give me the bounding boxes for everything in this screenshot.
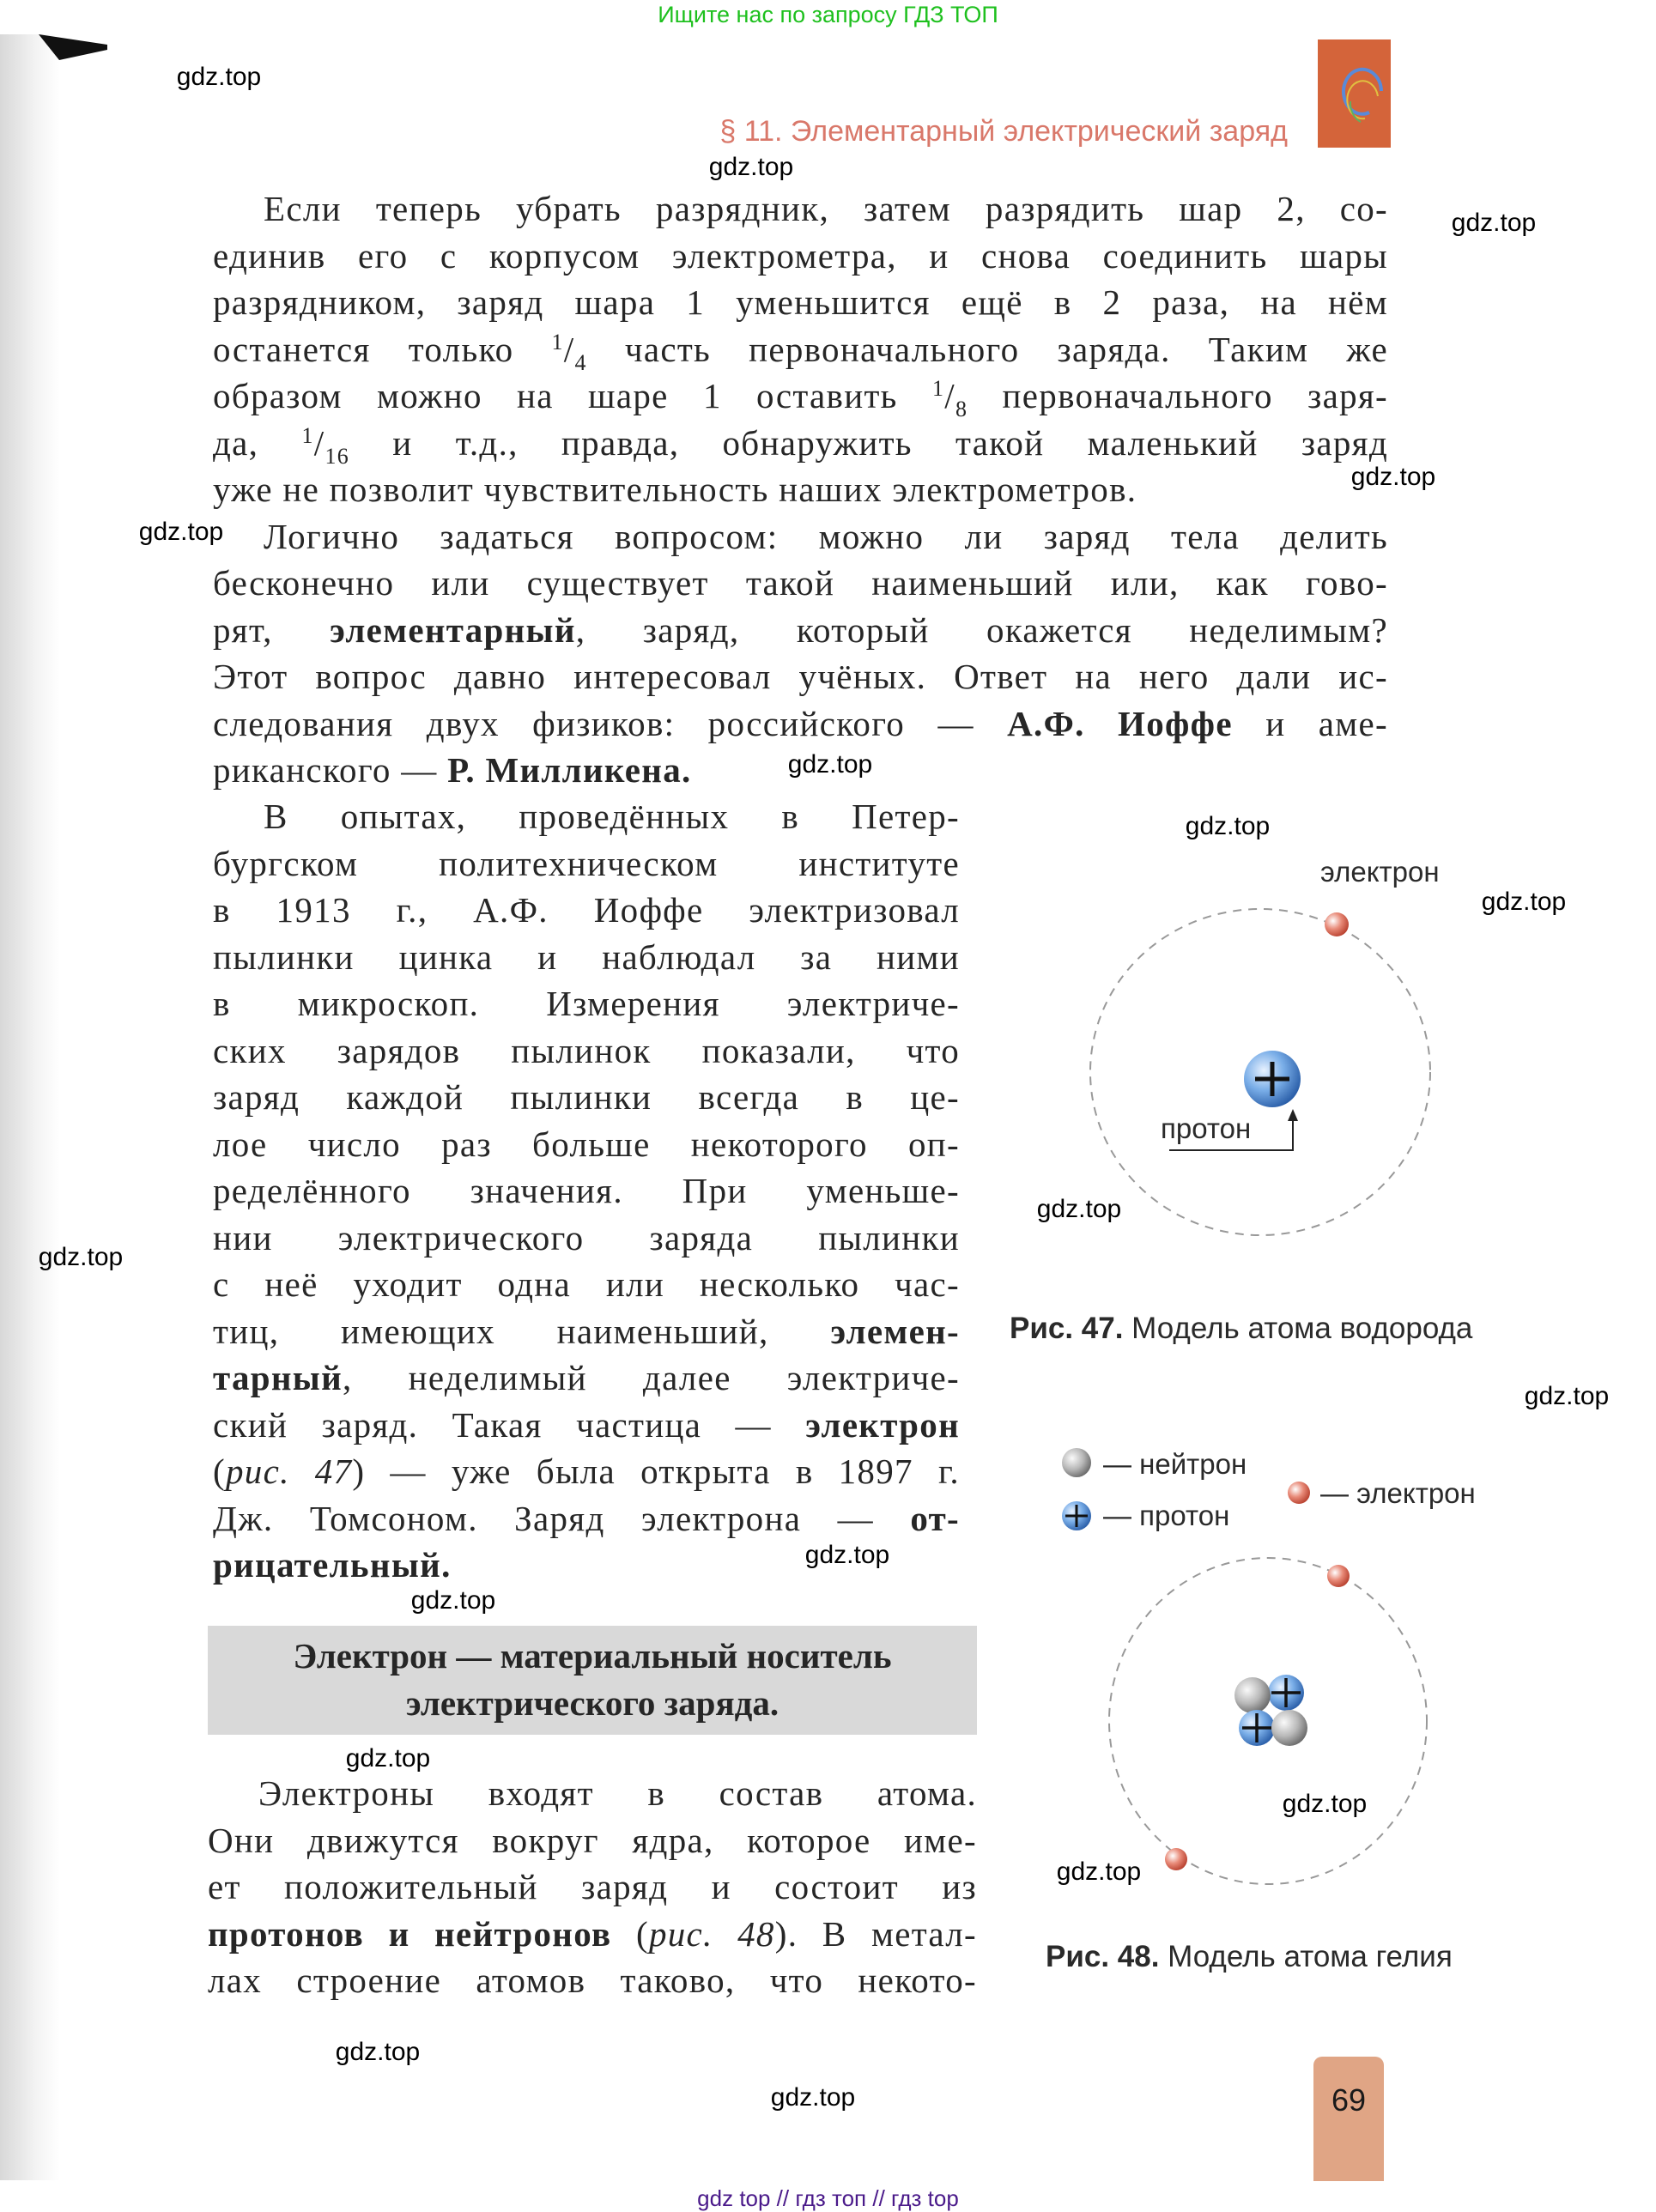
watermark: gdz.top <box>410 1586 496 1615</box>
text-segment: лах строение атомов таково, что некото- <box>208 1960 977 2000</box>
text-segment: в 1913 г., А.Ф. Иоффе электризовал <box>213 890 960 930</box>
watermark: gdz.top <box>804 1541 890 1569</box>
text-segment: образом можно на шаре 1 оставить <box>213 376 932 415</box>
electron-icon <box>1325 912 1349 936</box>
text-line <box>213 840 960 888</box>
neutron-icon <box>1271 1710 1307 1746</box>
proton-icon <box>1239 1710 1275 1746</box>
helium-atom-diagram <box>1109 1558 1427 1884</box>
text-segment: заряд каждой пылинки всегда в це- <box>213 1077 960 1117</box>
text-segment: Они движутся вокруг ядра, которое име- <box>208 1820 977 1860</box>
text-segment: и т.д., правда, обнаружить такой маленький заряд <box>349 422 1388 463</box>
text-segment: Электроны входят в состав атома. <box>258 1773 977 1813</box>
text-line <box>213 980 960 1027</box>
watermark: gdz.top <box>787 750 873 779</box>
text-segment: лое число раз больше некоторого оп- <box>213 1124 960 1164</box>
text-line <box>213 1308 960 1355</box>
text-segment: с неё уходит одна или несколько час- <box>213 1264 960 1304</box>
text-line <box>213 934 960 981</box>
search-banner[interactable]: Ищите нас по запросу ГДЗ ТОП <box>658 2 998 27</box>
watermark: gdz.top <box>138 518 224 546</box>
section-title: § 11. Элементарный электрический заряд <box>719 115 1288 148</box>
text-line <box>213 1261 960 1308</box>
bold-text: Р. Милликена. <box>447 750 692 790</box>
caption-number: Рис. 48. <box>1046 1940 1160 1973</box>
watermark: gdz.top <box>1036 1195 1122 1223</box>
text-segment: ет положительный заряд и состоит из <box>208 1867 977 1906</box>
text-segment: в микроскоп. Измерения электриче- <box>213 984 960 1023</box>
text-segment: нии электрического заряда пылинки <box>213 1217 960 1258</box>
text-line <box>213 1354 960 1402</box>
caption-text: Модель атома водорода <box>1123 1312 1473 1345</box>
text-line <box>213 326 1388 373</box>
watermark: gdz.top <box>1185 812 1271 840</box>
page-gutter-shadow <box>0 34 60 2180</box>
proton-icon <box>1244 1051 1301 1107</box>
text-line <box>213 373 1388 420</box>
watermark: gdz.top <box>1451 209 1537 237</box>
text-segment: В опытах, проведённых в Петер- <box>264 797 960 836</box>
text-segment: ских зарядов пылинок показали, что <box>213 1030 960 1070</box>
text-segment: уже не позволит чувствительность наших электрометров. <box>213 470 1137 509</box>
text-segment: риканского — <box>213 750 448 790</box>
text-segment: часть первоначального заряда. Таким же <box>586 329 1388 369</box>
watermark: gdz.top <box>345 1744 431 1773</box>
text-segment: / <box>563 329 575 369</box>
text-segment: пылинки цинка и наблюдал за ними <box>213 936 960 977</box>
bold-text: электрон <box>805 1404 960 1445</box>
text-segment: / <box>944 376 955 415</box>
text-segment: единив его с корпусом электрометра, и снова соединить шары <box>213 235 1388 276</box>
watermark: gdz.top <box>770 2083 856 2112</box>
text-line <box>213 513 1388 561</box>
orbit <box>1090 909 1430 1235</box>
hydrogen-atom-diagram <box>1090 909 1430 1235</box>
bold-text: рицательный. <box>213 1545 452 1585</box>
chapter-tab <box>1318 39 1391 148</box>
text-segment: следования двух физиков: российского — <box>213 703 1008 743</box>
bold-text: А.Ф. Иоффе <box>1007 703 1233 743</box>
bold-text: тарный <box>213 1358 343 1397</box>
text-line <box>213 1402 960 1449</box>
text-line <box>208 1817 977 1864</box>
legend-electron-label: — электрон <box>1320 1477 1476 1509</box>
text-line <box>213 1215 960 1262</box>
fraction-denominator: 4 <box>574 349 587 375</box>
fraction-numerator: 1 <box>301 422 314 448</box>
text-segment: / <box>313 422 325 463</box>
text-line <box>213 1027 960 1075</box>
text-segment: ский заряд. Такая частица — <box>213 1404 806 1445</box>
text-segment: Этот вопрос давно интересовал учёных. Ответ на него дали ис- <box>213 657 1388 696</box>
text-segment: рят, <box>213 609 331 650</box>
text-line <box>213 887 960 934</box>
text-segment: первоначального заря- <box>968 376 1388 415</box>
text-segment: бесконечно или существует такой наименьший или, как гово- <box>213 563 1388 603</box>
neutron-icon <box>1234 1677 1271 1713</box>
text-segment: останется только <box>213 329 552 369</box>
figure-48-caption <box>1046 1940 1453 1974</box>
watermark: gdz.top <box>1282 1790 1368 1818</box>
definition-line: электрического заряда. <box>405 1682 779 1723</box>
text-line <box>213 1495 960 1542</box>
swirl-logo-icon <box>1318 39 1391 148</box>
bold-text: от- <box>910 1498 960 1538</box>
text-segment: ределённого значения. При уменьше- <box>213 1171 960 1210</box>
text-line <box>213 1121 960 1168</box>
proton-icon <box>1062 1501 1091 1530</box>
text-line <box>213 1074 960 1121</box>
paragraph-block-2 <box>213 793 960 1589</box>
fraction-numerator: 1 <box>551 329 564 355</box>
text-line <box>213 233 1388 280</box>
text-line <box>213 793 960 840</box>
text-segment: ( <box>611 1913 649 1954</box>
watermark: gdz.top <box>708 153 794 181</box>
watermark: gdz.top <box>1056 1857 1142 1886</box>
text-segment: Если теперь убрать разрядник, затем разрядить шар 2, со- <box>264 189 1388 228</box>
fraction-denominator: 16 <box>325 443 350 469</box>
text-line <box>213 420 1388 467</box>
electron-icon <box>1327 1565 1350 1587</box>
electron-label: электрон <box>1320 856 1440 888</box>
page-number: 69 <box>1313 2057 1384 2181</box>
bold-text: протонов и нейтронов <box>208 1913 612 1954</box>
text-line <box>208 1864 977 1911</box>
figure-47-caption <box>1010 1312 1472 1346</box>
text-segment: , неделимый далее электриче- <box>343 1358 960 1397</box>
text-segment: , заряд, который окажется неделимым? <box>575 609 1388 650</box>
watermark: gdz.top <box>335 2038 421 2066</box>
text-line <box>213 1448 960 1495</box>
bold-text: элементарный <box>330 609 576 650</box>
text-line <box>213 185 1388 233</box>
electron-icon <box>1165 1848 1187 1870</box>
legend-proton-label: — протон <box>1103 1500 1230 1531</box>
text-line <box>213 466 1388 513</box>
text-line <box>208 1957 977 2004</box>
text-segment: и аме- <box>1232 703 1389 743</box>
text-segment: ( <box>213 1451 226 1491</box>
neutron-icon <box>1062 1448 1091 1477</box>
text-segment: бургском политехническом институте <box>213 843 960 883</box>
italic-text: рис. 48 <box>648 1913 775 1954</box>
definition-box <box>208 1626 977 1735</box>
text-segment: разрядником, заряд шара 1 уменьшится ещё в 2 раза, на нём <box>213 282 1388 322</box>
text-segment: да, <box>213 422 302 463</box>
legend-neutron-label: — нейтрон <box>1103 1448 1247 1480</box>
watermark: gdz.top <box>176 63 262 91</box>
watermark: gdz.top <box>1481 888 1567 916</box>
text-line <box>208 1911 977 1958</box>
text-segment: ) — уже была открыта в 1897 г. <box>352 1451 960 1491</box>
definition-line: Электрон — материальный носитель <box>293 1636 892 1676</box>
text-segment: тиц, имеющих наименьший, <box>213 1311 831 1351</box>
text-segment: Дж. Томсоном. Заряд электрона — <box>213 1498 911 1538</box>
paragraph-block-1 <box>213 185 1388 794</box>
bold-text: элемен- <box>830 1311 960 1351</box>
text-line <box>213 1167 960 1215</box>
proton-icon <box>1268 1675 1304 1711</box>
text-segment: ). В метал- <box>774 1913 977 1954</box>
electron-icon <box>1288 1482 1310 1504</box>
watermark: gdz.top <box>1350 463 1436 491</box>
text-line <box>208 1770 977 1817</box>
fraction-numerator: 1 <box>931 376 945 401</box>
italic-text: рис. 47 <box>225 1451 353 1491</box>
paragraph-block-3 <box>208 1770 977 2004</box>
footer-links[interactable]: gdz top // гдз топ // гдз top <box>697 2185 959 2211</box>
caption-text: Модель атома гелия <box>1159 1940 1453 1973</box>
text-segment: Логично задаться вопросом: можно ли заряд тела делить <box>264 516 1388 556</box>
caption-number: Рис. 47. <box>1010 1312 1124 1345</box>
text-line <box>213 607 1388 654</box>
watermark: gdz.top <box>38 1243 124 1271</box>
proton-label: протон <box>1161 1112 1252 1144</box>
text-line <box>213 653 1388 700</box>
text-line <box>213 279 1388 326</box>
watermark: gdz.top <box>1524 1382 1610 1410</box>
orbit <box>1109 1558 1427 1884</box>
fraction-denominator: 8 <box>955 397 968 421</box>
text-line <box>213 700 1388 748</box>
text-line <box>213 560 1388 607</box>
